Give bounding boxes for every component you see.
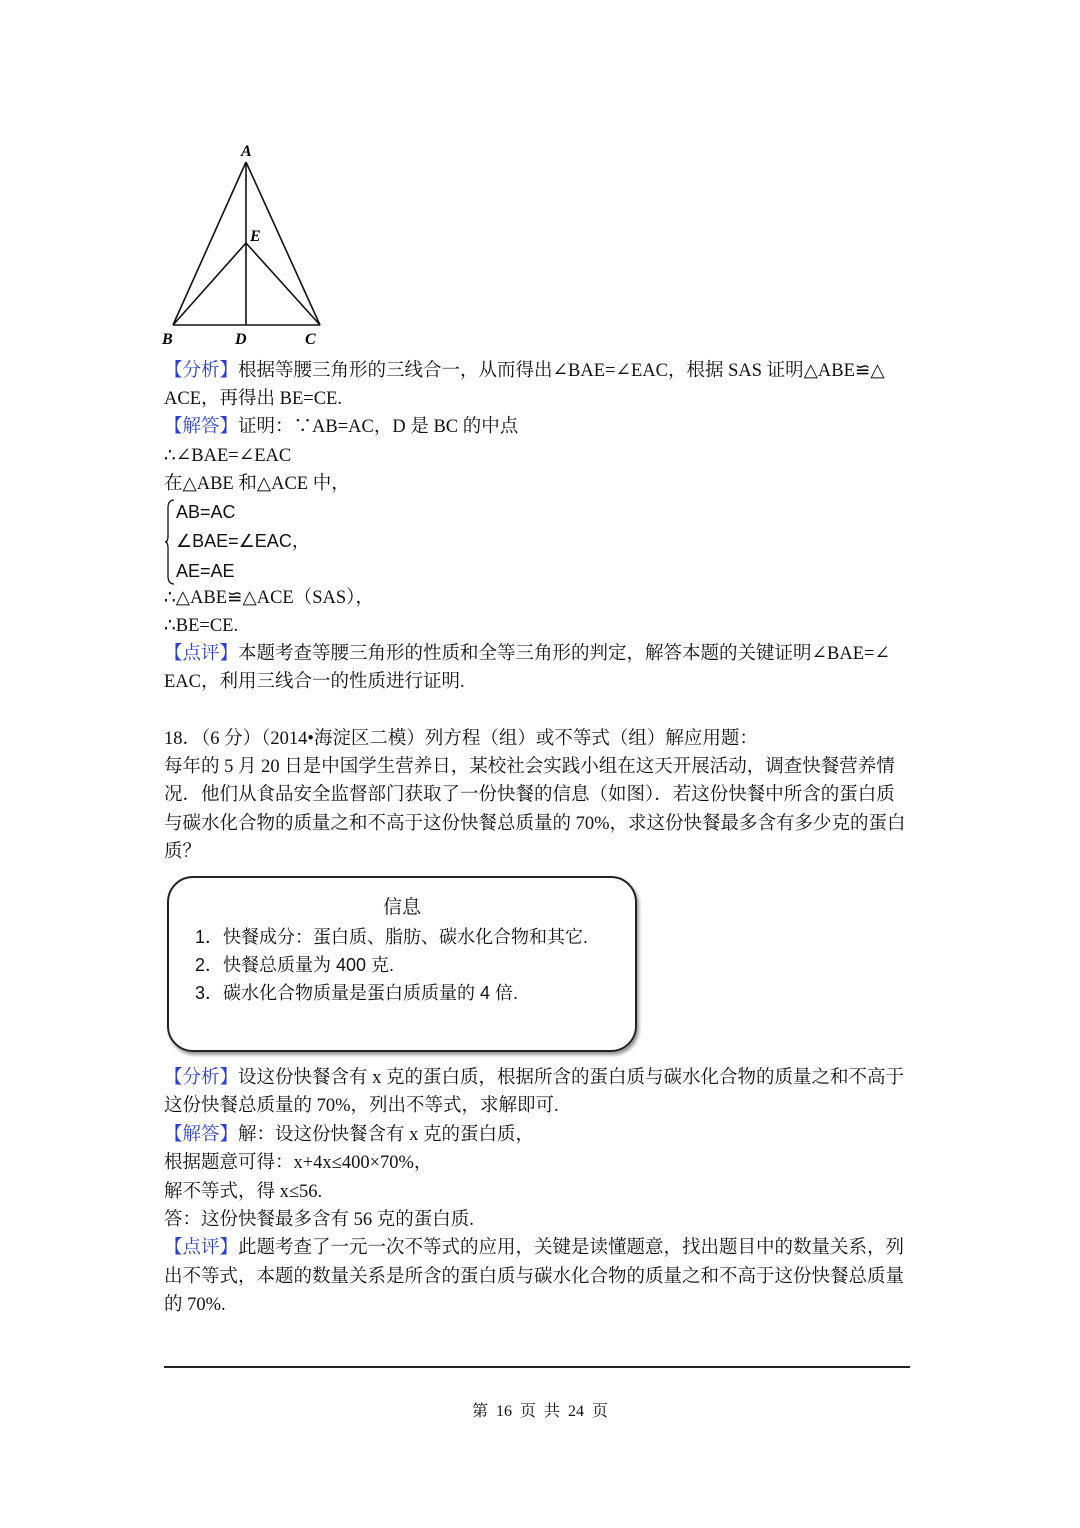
answer-tag: 【解答】 — [164, 1125, 239, 1145]
footer-divider — [164, 1366, 910, 1368]
q17-analysis-line-1 — [164, 357, 885, 385]
q17-analysis-line-2: ACE，再得出 BE=CE. — [164, 389, 342, 409]
triangle-figure — [150, 138, 340, 350]
q18-comment-line: 出不等式，本题的数量关系是所含的蛋白质与碳水化合物的质量之和不高于这份快餐总质量 — [164, 1267, 905, 1287]
q18-comment-line: 的 70%. — [164, 1295, 226, 1315]
q18-answer-line: 解不等式，得 x≤56. — [164, 1182, 323, 1202]
system-row: AB=AC — [176, 502, 236, 522]
q18-answer-line: 根据题意可得：x+4x≤400×70%， — [164, 1153, 433, 1173]
info-item: 3．碳水化合物质量是蛋白质质量的 4 倍. — [195, 983, 519, 1003]
answer-tag: 【解答】 — [164, 417, 239, 437]
text: 证明：∵AB=AC，D 是 BC 的中点 — [238, 417, 519, 437]
info-item: 1．快餐成分：蛋白质、脂肪、碳水化合物和其它. — [195, 927, 589, 947]
q17-answer-line-1 — [164, 413, 518, 441]
q18-body-line: 每年的 5 月 20 日是中国学生营养日，某校社会实践小组在这天开展活动，调查快餐营养情 — [164, 757, 895, 777]
system-row: ∠BAE=∠EAC， — [176, 531, 310, 551]
info-box — [167, 876, 637, 1052]
label-e: E — [250, 228, 261, 245]
q18-body-line: 质？ — [164, 842, 202, 862]
brace-icon — [164, 498, 176, 586]
analysis-tag: 【分析】 — [164, 361, 239, 381]
text: 本题考查等腰三角形的性质和全等三角形的判定，解答本题的关键证明∠BAE=∠ — [238, 644, 890, 664]
q17-comment-line-2: EAC，利用三线合一的性质进行证明. — [164, 672, 465, 692]
q18-analysis-line-2: 这份快餐总质量的 70%，列出不等式，求解即可. — [164, 1096, 559, 1116]
q18-body-line: 与碳水化合物的质量之和不高于这份快餐总质量的 70%，求这份快餐最多含有多少克的蛋白 — [164, 814, 906, 834]
comment-tag: 【点评】 — [164, 1238, 239, 1258]
analysis-tag: 【分析】 — [164, 1068, 239, 1088]
q17-conclusion-1: ∴△ABE≌△ACE（SAS）， — [164, 588, 374, 608]
q18-comment-line-1 — [164, 1234, 904, 1262]
page-number: 第 16 页 共 24 页 — [471, 1403, 608, 1420]
info-item: 2．快餐总质量为 400 克. — [195, 955, 395, 975]
q17-comment-line-1 — [164, 640, 890, 668]
q18-header: 18．（6 分）（2014•海淀区二模）列方程（组）或不等式（组）解应用题： — [164, 729, 758, 749]
text: 此题考查了一元一次不等式的应用，关键是读懂题意，找出题目中的数量关系，列 — [238, 1238, 905, 1258]
equation-system — [164, 498, 364, 586]
comment-tag: 【点评】 — [164, 644, 239, 664]
text: 设这份快餐含有 x 克的蛋白质，根据所含的蛋白质与碳水化合物的质量之和不高于 — [238, 1068, 905, 1088]
system-row: AE=AE — [176, 561, 235, 581]
q18-analysis-line-1 — [164, 1064, 904, 1092]
label-b: B — [162, 331, 173, 348]
q18-body-line: 况．他们从食品安全监督部门获取了一份快餐的信息（如图）．若这份快餐中所含的蛋白质 — [164, 785, 895, 805]
q18-answer-line: 答：这份快餐最多含有 56 克的蛋白质. — [164, 1210, 474, 1230]
q17-answer-line-2: ∴∠BAE=∠EAC — [164, 446, 292, 466]
label-c: C — [305, 331, 316, 348]
q17-answer-line-3: 在△ABE 和△ACE 中， — [164, 474, 350, 494]
label-a: A — [241, 143, 252, 160]
label-d: D — [235, 331, 247, 348]
q17-conclusion-2: ∴BE=CE. — [164, 616, 239, 636]
info-title: 信息 — [382, 897, 421, 918]
q18-answer-line-1 — [164, 1121, 534, 1149]
text: 根据等腰三角形的三线合一，从而得出∠BAE=∠EAC，根据 SAS 证明△ABE≌△ — [238, 361, 885, 381]
text: 解：设这份快餐含有 x 克的蛋白质， — [238, 1125, 535, 1145]
